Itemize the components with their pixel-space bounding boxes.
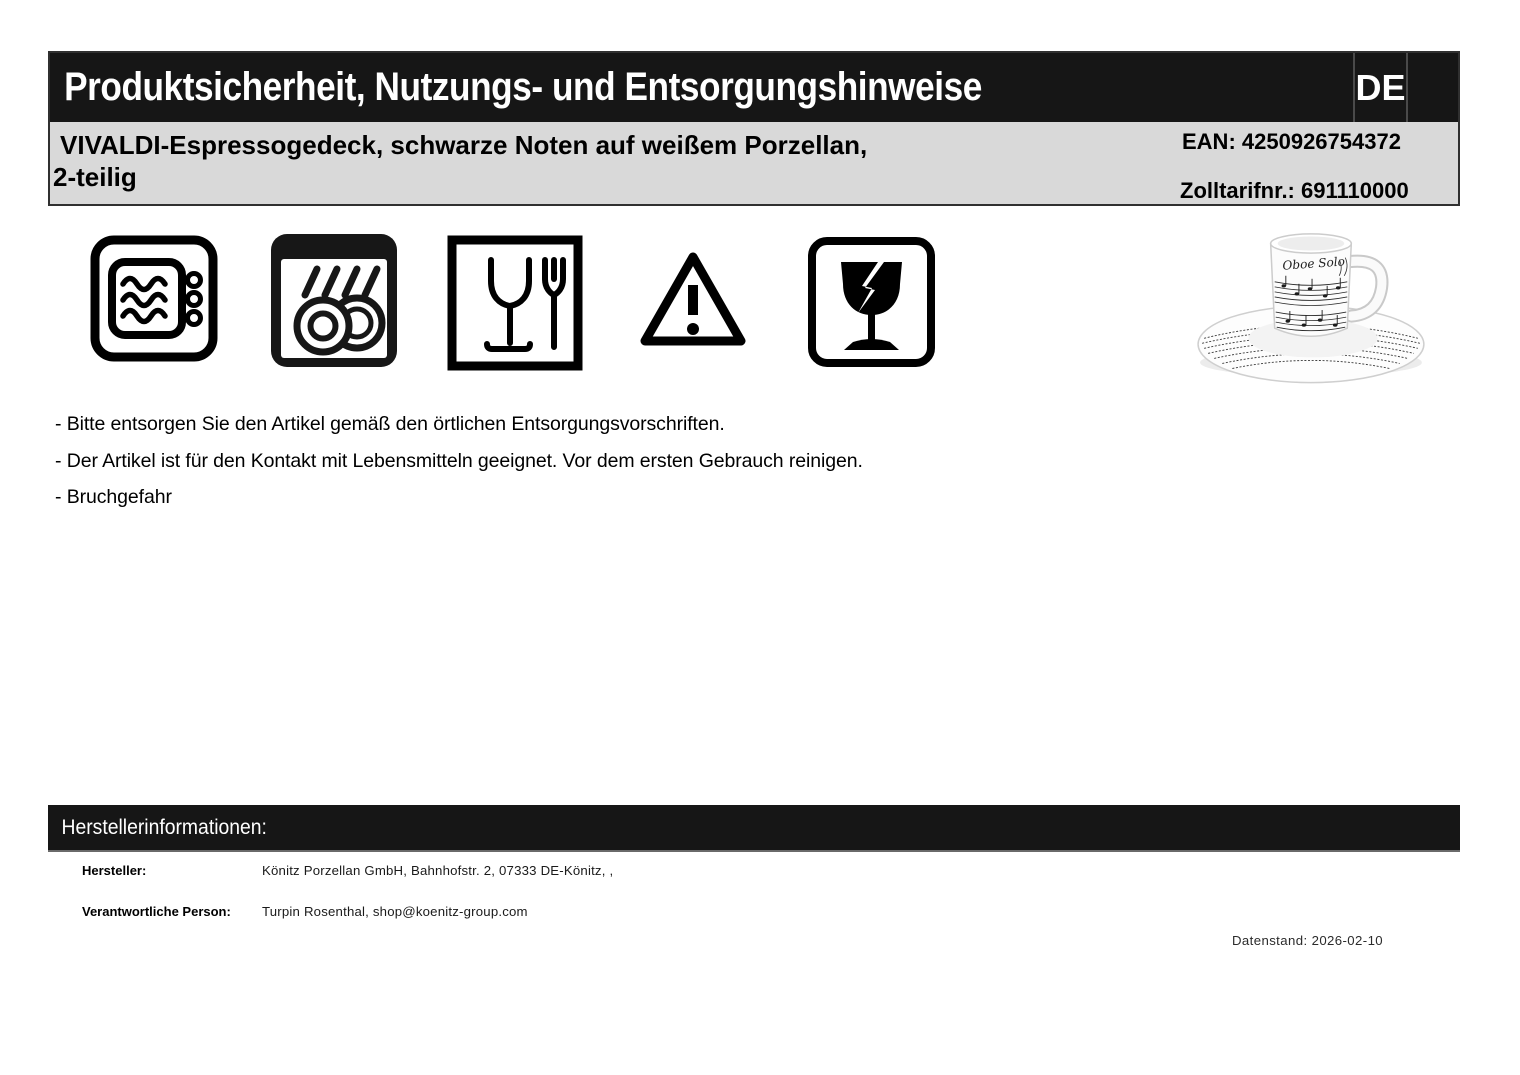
cup-script-text: Oboe Solo xyxy=(1281,254,1346,273)
header xyxy=(48,51,1460,206)
manufacturer-section-title: Herstellerinformationen: xyxy=(61,815,267,839)
note-line: - Der Artikel ist für den Kontakt mit Lebensmitteln geeignet. Vor dem ersten Gebrauch reinigen. xyxy=(55,449,863,472)
ean-code: EAN: 4250926754372 xyxy=(1182,129,1401,154)
manufacturer-section-bar xyxy=(48,805,1460,852)
food-contact-safe-icon xyxy=(447,235,583,371)
microwave-safe-icon xyxy=(90,235,218,362)
dishwasher-safe-icon xyxy=(268,231,400,370)
manufacturer-label: Hersteller: xyxy=(82,863,147,878)
fragile-icon xyxy=(808,237,935,367)
product-photo xyxy=(1188,225,1440,387)
customs-tariff-number: Zolltarifnr.: 691110000 xyxy=(1180,178,1409,203)
product-title-bar xyxy=(50,122,1458,204)
warning-icon xyxy=(637,249,749,349)
language-badge: DE xyxy=(1353,53,1408,122)
usage-notes xyxy=(55,406,863,516)
product-name-line1: VIVALDI-Espressogedeck, schwarze Noten auf weißem Porzellan, xyxy=(60,130,868,160)
note-line: - Bitte entsorgen Sie den Artikel gemäß den örtlichen Entsorgungsvorschriften. xyxy=(55,413,725,435)
page-title: Produktsicherheit, Nutzungs- und Entsorgungshinweise xyxy=(64,65,982,109)
data-status-date: Datenstand: 2026-02-10 xyxy=(1232,933,1384,948)
responsible-person-label: Verantwortliche Person: xyxy=(82,904,231,919)
header-title-bar xyxy=(50,53,1458,122)
note-line: - Bruchgefahr xyxy=(55,486,172,508)
product-name-line2: 2-teilig xyxy=(53,162,137,192)
responsible-person-value: Turpin Rosenthal, shop@koenitz-group.com xyxy=(262,904,528,919)
manufacturer-value: Könitz Porzellan GmbH, Bahnhofstr. 2, 07333 DE-Könitz, , xyxy=(262,863,614,878)
